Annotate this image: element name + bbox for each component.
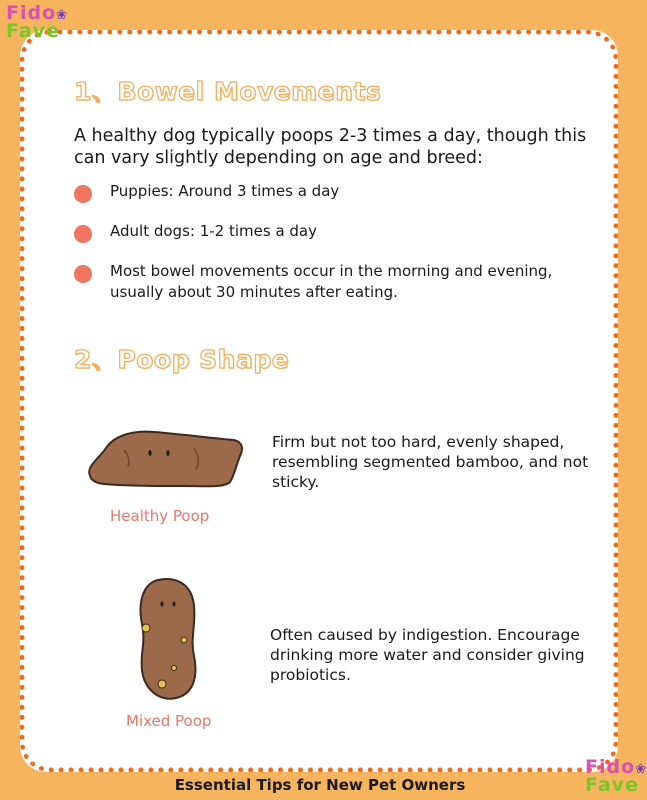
- healthy-poop-caption: Healthy Poop: [110, 507, 210, 525]
- healthy-poop-description: Firm but not too hard, evenly shaped, resembling segmented bamboo, and not sticky.: [272, 433, 589, 491]
- bullet-dot-icon: [74, 185, 92, 203]
- mixed-poop-illustration: [132, 576, 210, 702]
- bullet-text: Adult dogs: 1-2 times a day: [110, 222, 317, 240]
- bullet-dot-icon: [74, 225, 92, 243]
- paw-icon: ❀: [635, 762, 647, 777]
- footer-title: Essential Tips for New Pet Owners: [174, 776, 466, 794]
- mixed-poop-description: Often caused by indigestion. Encourage drinking more water and consider giving probiotics.: [270, 626, 585, 684]
- brand-logo: Fido❀ Fave: [6, 2, 69, 43]
- healthy-poop-illustration: [84, 426, 248, 492]
- intro-text: A healthy dog typically poops 2-3 times a day, though this can vary slightly depending on age and breed:: [74, 126, 587, 168]
- mixed-poop-caption: Mixed Poop: [126, 712, 212, 730]
- brand-logo-footer: Fido❀ Fave: [585, 756, 647, 797]
- bullet-text: Most bowel movements occur in the morning and evening, usually about 30 minutes after eating.: [110, 262, 553, 301]
- section-title-bowel-movements: 1、Bowel Movements: [74, 77, 382, 106]
- bullet-text: Puppies: Around 3 times a day: [110, 182, 340, 200]
- paw-icon: ❀: [56, 8, 69, 23]
- section-title-poop-shape: 2、Poop Shape: [74, 345, 290, 374]
- bullet-dot-icon: [74, 265, 92, 283]
